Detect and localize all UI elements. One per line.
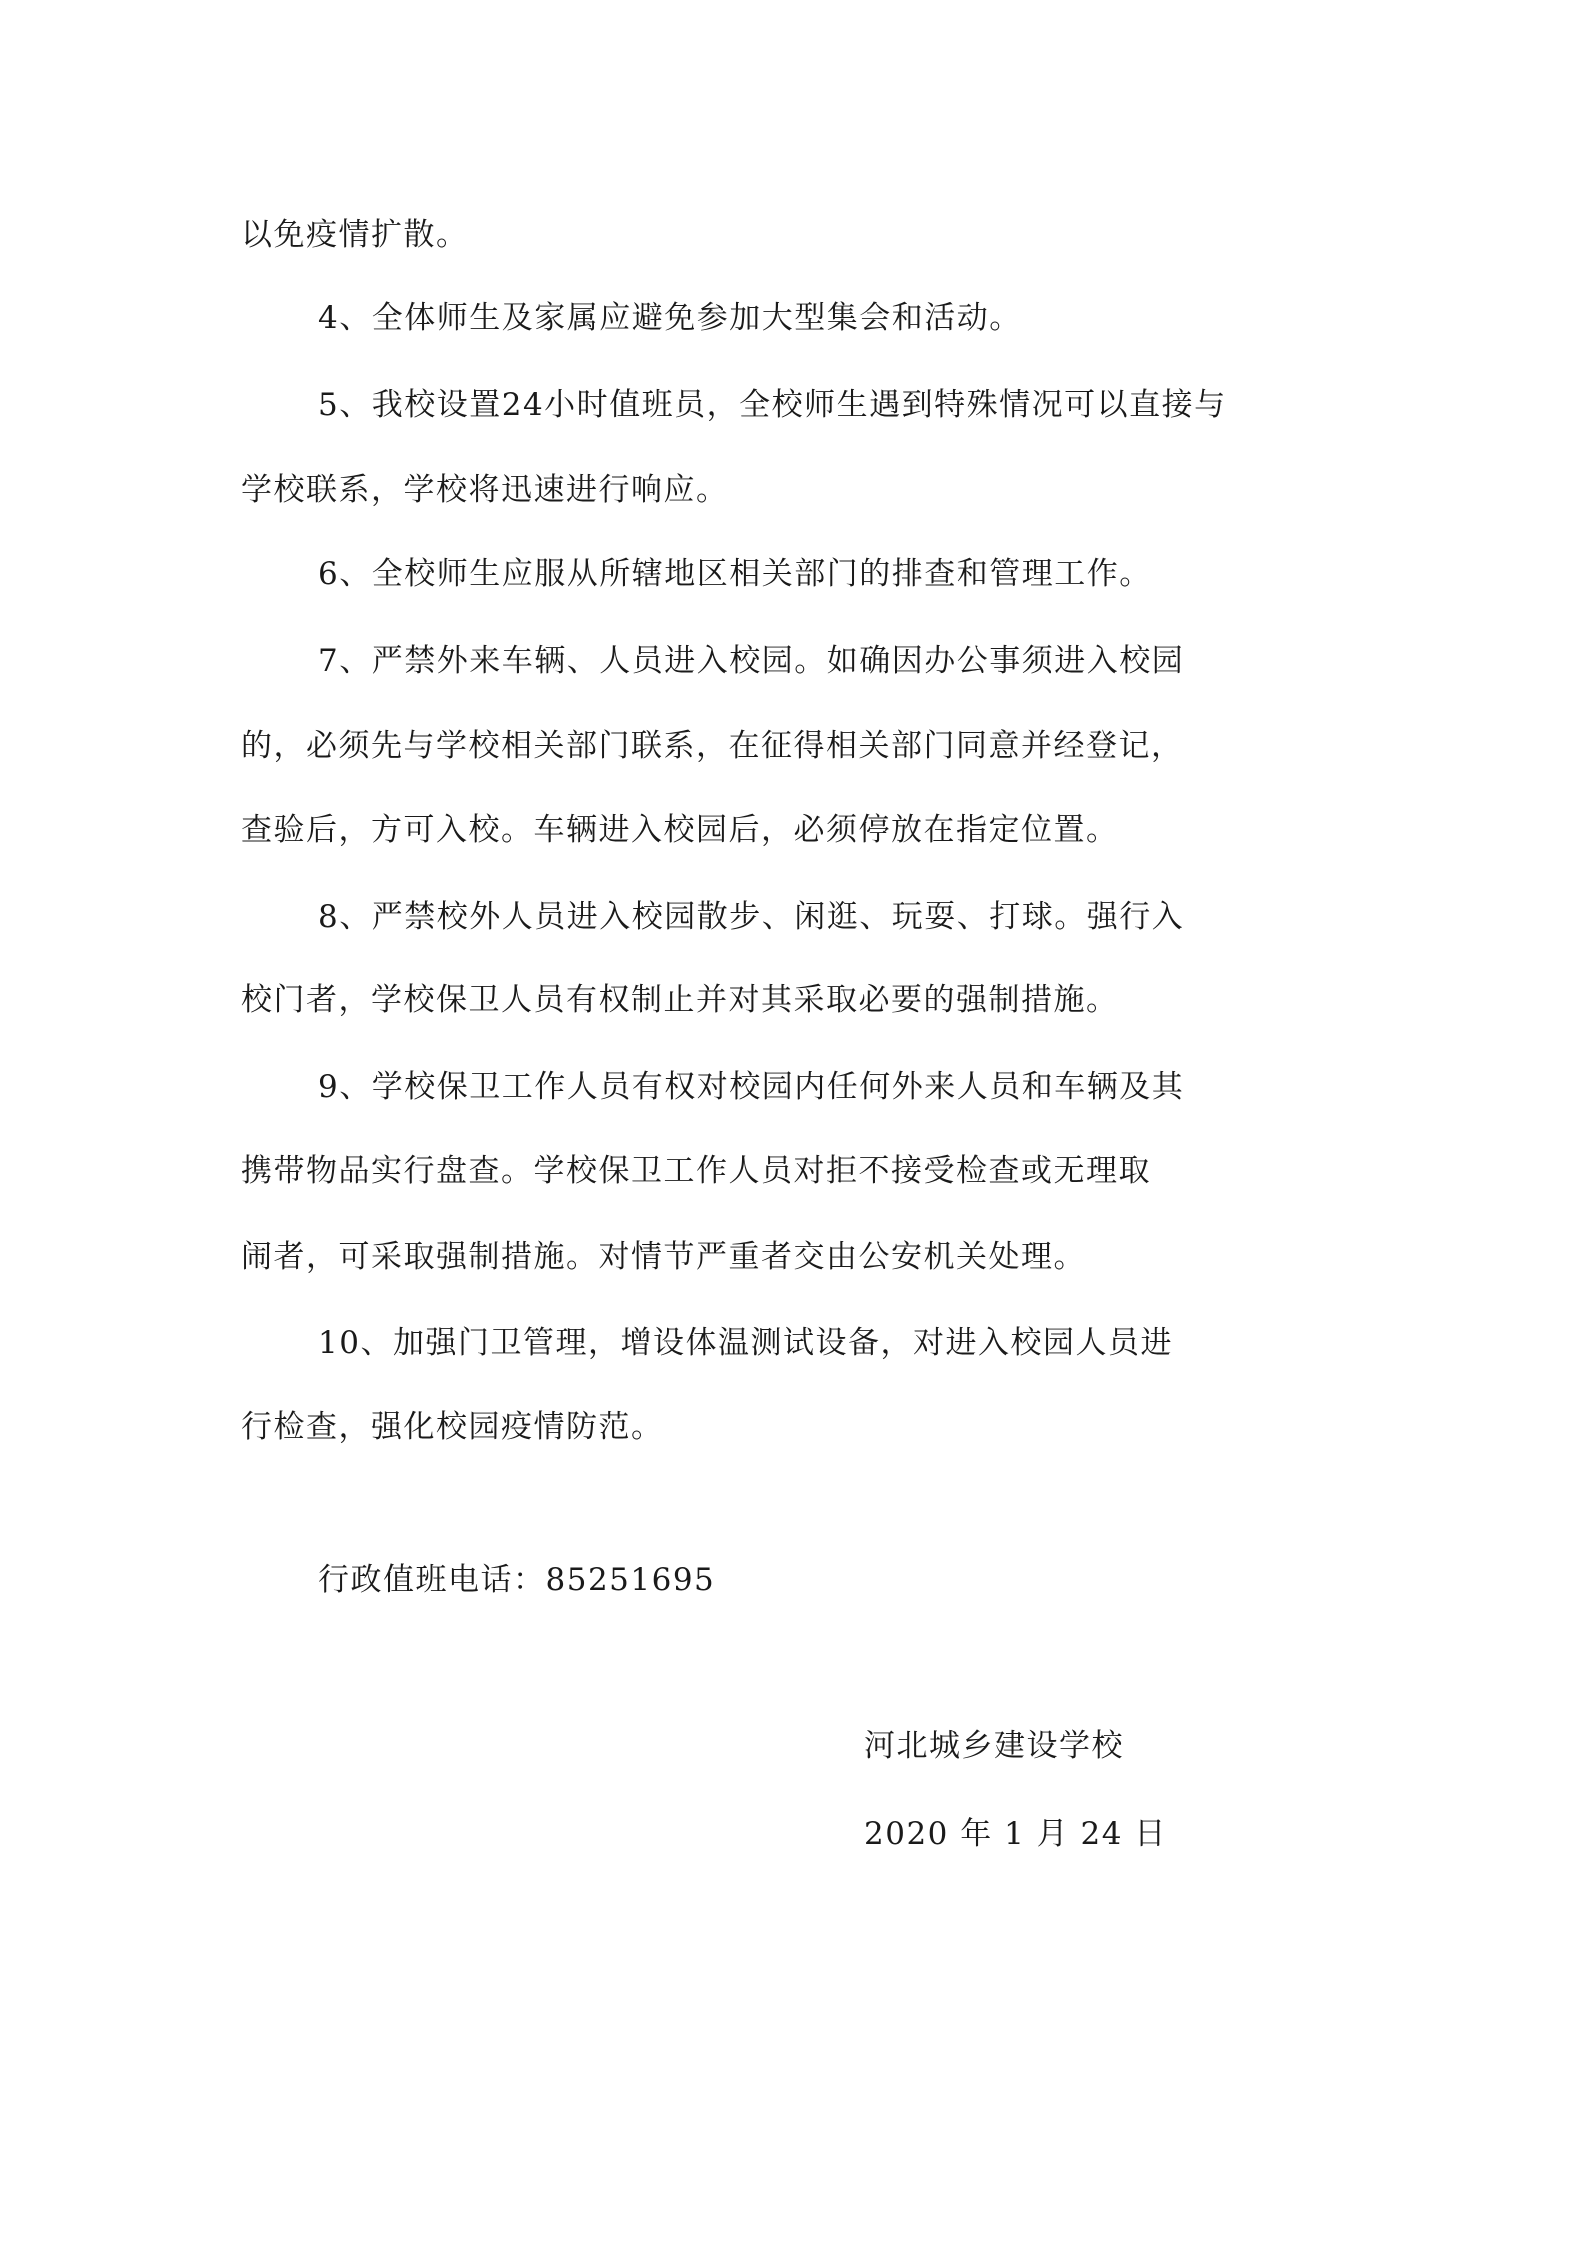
item-9-line-3: 闹者，可采取强制措施。对情节严重者交由公安机关处理。 [241,1239,1086,1275]
item-10-line-1: 10、加强门卫管理，增设体温测试设备，对进入校园人员进 [318,1325,1173,1361]
item-7-line-3: 查验后，方可入校。车辆进入校园后，必须停放在指定位置。 [241,812,1119,848]
item-10-line-2: 行检查，强化校园疫情防范。 [241,1409,664,1445]
item-9-line-1: 9、学校保卫工作人员有权对校园内任何外来人员和车辆及其 [318,1069,1185,1105]
signature-organization: 河北城乡建设学校 [864,1728,1124,1764]
item-4: 4、全体师生及家属应避免参加大型集会和活动。 [318,300,1022,336]
item-8-line-1: 8、严禁校外人员进入校园散步、闲逛、玩耍、打球。强行入 [318,899,1185,935]
item-8-line-2: 校门者，学校保卫人员有权制止并对其采取必要的强制措施。 [241,982,1119,1018]
item-5-line-2: 学校联系，学校将迅速进行响应。 [241,472,729,508]
item-7-line-1: 7、严禁外来车辆、人员进入校园。如确因办公事须进入校园 [318,643,1185,679]
item-7-line-2: 的，必须先与学校相关部门联系，在征得相关部门同意并经登记， [241,728,1184,764]
duty-phone: 行政值班电话：85251695 [318,1562,716,1598]
item-6: 6、全校师生应服从所辖地区相关部门的排查和管理工作。 [318,556,1152,592]
text-line-continuation: 以免疫情扩散。 [241,217,469,253]
item-5-line-1: 5、我校设置24小时值班员，全校师生遇到特殊情况可以直接与 [318,387,1227,423]
signature-date: 2020 年 1 月 24 日 [864,1816,1167,1852]
item-9-line-2: 携带物品实行盘查。学校保卫工作人员对拒不接受检查或无理取 [241,1153,1151,1189]
